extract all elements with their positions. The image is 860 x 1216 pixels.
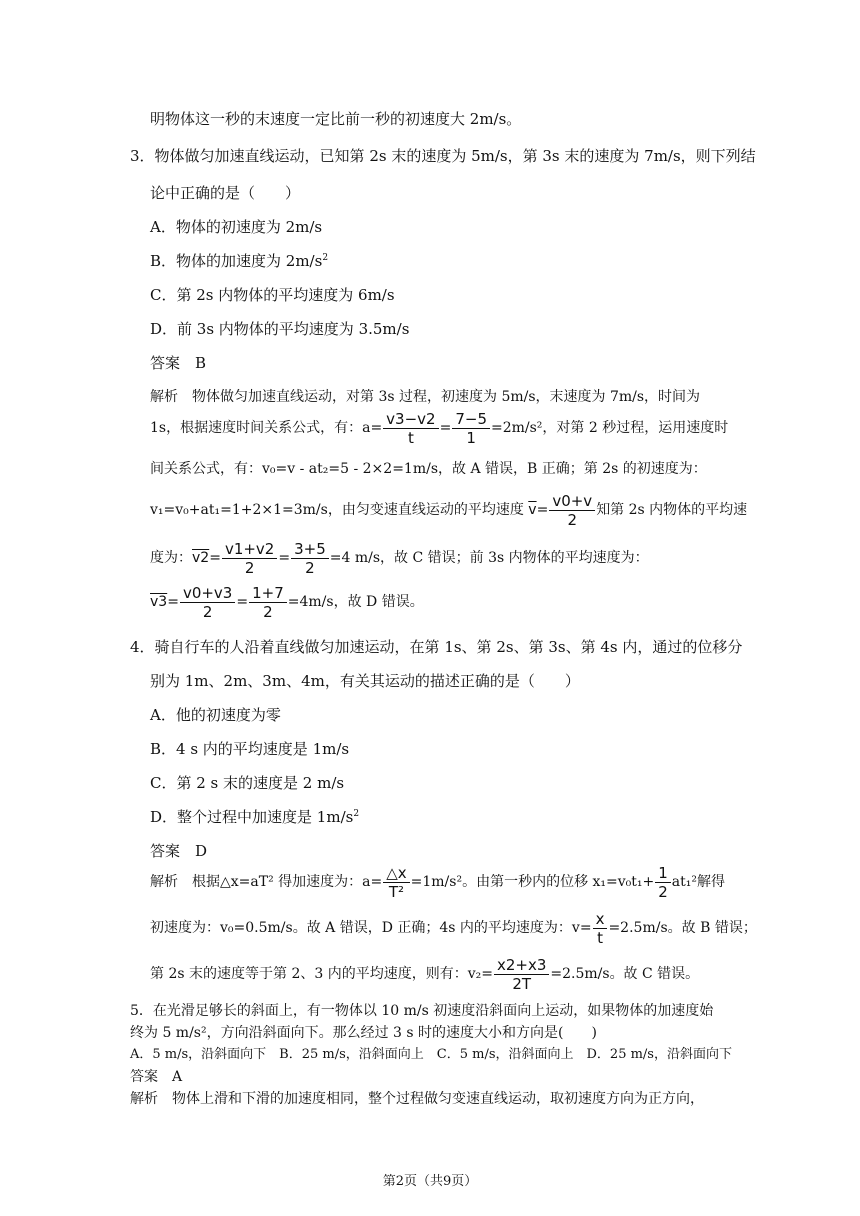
q4-explanation-formula-line: 第 2s 末的速度等于第 2、3 内的平均速度，则有：v₂= $\frac{x2+x3}{2T}$ =2.5m/s。故 C 错误。	[150, 955, 700, 993]
fraction: $\frac{v0+v3}{2}$	[180, 584, 235, 621]
q3-option-d: D．前 3s 内物体的平均速度为 3.5m/s	[150, 320, 410, 338]
question-3-stem: 3．物体做匀加速直线运动，已知第 2s 末的速度为 5m/s，第 3s 末的速度为 7m/s，则下列结	[130, 147, 756, 165]
q5-answer: 答案 A	[130, 1069, 183, 1085]
q3-option-b: B．物体的加速度为 $2m/s^2$	[150, 252, 329, 270]
question-5-stem-cont: 终为 5 m/s²，方向沿斜面向下。那么经过 3 s 时的速度大小和方向是( )	[130, 1025, 597, 1041]
fraction: $\frac{v3-v2}{t}$	[383, 410, 438, 447]
fraction: $\frac{7-5}{1}$	[452, 410, 490, 447]
q4-option-d: D．整个过程中加速度是 $1m/s^2$	[150, 808, 360, 826]
q4-option-a: A．他的初速度为零	[150, 706, 281, 724]
question-3-stem-cont: 论中正确的是（ ）	[150, 184, 301, 202]
q3-answer: 答案 B	[150, 354, 207, 372]
q3-explanation-formula-line: 度为：v2= $\frac{v1+v2}{2}$ = $\frac{3+5}{2}$ =4 m/s，故 C 错误；前 3s 内物体的平均速度为：	[150, 539, 649, 577]
question-4-stem-cont: 别为 1m、2m、3m、4m，有关其运动的描述正确的是（ ）	[150, 672, 580, 690]
question-5-stem: 5．在光滑足够长的斜面上，有一物体以 10 m/s 初速度沿斜面向上运动，如果物体的加速度始	[130, 1003, 714, 1019]
q4-explanation-formula-line: 解析 根据△x=aT² 得加速度为：a= $\frac{\triangle x}{\text{T²}}$ =1m/s²。由第一秒内的位移 x₁=v₀t₁+ $\frac{1}{2}$ at₁²解得	[150, 863, 725, 901]
fraction: $\frac{1+7}{2}$	[249, 584, 287, 621]
fraction: $\frac{3+5}{2}$	[291, 540, 329, 577]
q3-explanation-formula-line: 1s，根据速度时间关系公式，有：a= $\frac{v3-v2}{t}$ = $\frac{7-5}{1}$ =2m/s²，对第 2 秒过程，运用速度时	[150, 409, 729, 447]
q3-explanation-formula-line: v₁=v₀+at₁=1+2×1=3m/s，由匀变速直线运动的平均速度 $\overline{v}=$ $\frac{v0+v}{2}$ 知第 2s 内物体的平均速	[150, 491, 748, 529]
q4-option-b: B．4 s 内的平均速度是 1m/s	[150, 740, 350, 758]
text-line: 明物体这一秒的末速度一定比前一秒的初速度大 2m/s。	[150, 110, 522, 128]
q5-explanation: 解析 物体上滑和下滑的加速度相同，整个过程做匀变速直线运动，取初速度方向为正方向，	[130, 1091, 704, 1107]
q3-explanation: 解析 物体做匀加速直线运动，对第 3s 过程，初速度为 5m/s，末速度为 7m/s，时间为	[150, 389, 701, 405]
fraction: $\frac{x2+x3}{2T}$	[494, 956, 549, 993]
q4-option-c: C．第 2 s 末的速度是 2 m/s	[150, 774, 345, 792]
q5-options: A．5 m/s，沿斜面向下 B．25 m/s，沿斜面向上 C．5 m/s，沿斜面向上 D．25 m/s，沿斜面向下	[130, 1047, 732, 1062]
question-4-stem: 4．骑自行车的人沿着直线做匀加速运动，在第 1s、第 2s、第 3s、第 4s 内，通过的位移分	[130, 638, 743, 656]
fraction: $\frac{1}{2}$	[655, 864, 671, 901]
q3-option-c: C．第 2s 内物体的平均速度为 6m/s	[150, 286, 395, 304]
q3-option-a: A．物体的初速度为 2m/s	[150, 218, 323, 236]
q4-answer: 答案 D	[150, 842, 208, 860]
q3-explanation-formula-line: v3= $\frac{v0+v3}{2}$ = $\frac{1+7}{2}$ =4m/s，故 D 错误。	[150, 583, 424, 621]
fraction: $\frac{v1+v2}{2}$	[222, 540, 277, 577]
q4-explanation-formula-line: 初速度为：v₀=0.5m/s。故 A 错误，D 正确；4s 内的平均速度为：v= $\frac{x}{t}$ =2.5m/s。故 B 错误；	[150, 909, 757, 947]
fraction: $\frac{\triangle x}{\text{T²}}$	[383, 864, 409, 901]
fraction: $\frac{v0+v}{2}$	[549, 492, 595, 529]
q3-explanation-line: 间关系公式，有：v₀=v - at₂=5 - 2×2=1m/s，故 A 错误，B 正确；第 2s 的初速度为：	[150, 461, 707, 477]
fraction: $\frac{x}{t}$	[593, 910, 608, 947]
page-footer: 第2页（共9页）	[382, 1174, 478, 1189]
